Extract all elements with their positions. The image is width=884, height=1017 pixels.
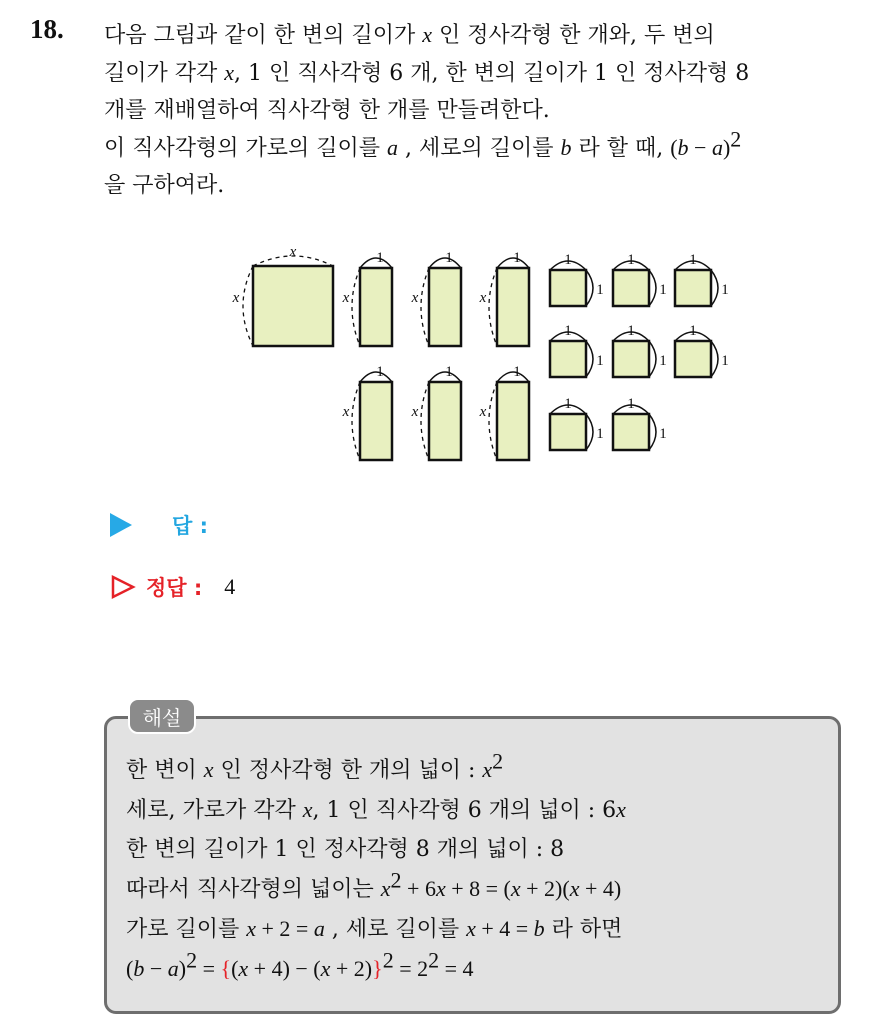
- text: + 8 = (: [445, 876, 511, 901]
- var-x: x: [616, 797, 626, 822]
- outline-triangle-icon: [110, 574, 136, 600]
- text: 가로 길이를: [126, 917, 247, 942]
- question-line-2: [104, 54, 874, 92]
- answer-row: [110, 508, 230, 542]
- solution-line-5: [126, 909, 626, 949]
- equals: =: [197, 956, 221, 981]
- text: 세로, 가로가 각각: [126, 798, 303, 823]
- solution-tab: 해설: [128, 698, 196, 734]
- question-line-3: 개를 재배열하여 직사각형 한 개를 만들려한다.: [104, 98, 550, 123]
- exponent: 2: [382, 947, 394, 973]
- var-a: a: [387, 135, 398, 160]
- text: 따라서 직사각형의 넓이는: [126, 877, 381, 902]
- minus: −: [688, 135, 712, 160]
- paren: (: [670, 135, 678, 160]
- question-line-4: [104, 126, 874, 167]
- text: , 세로 길이를: [324, 917, 467, 942]
- rectangle-top-label: 1: [513, 364, 521, 380]
- unit-square-top-label: 1: [564, 252, 572, 268]
- solution-line-6: [126, 949, 626, 989]
- unit-square: [613, 414, 649, 450]
- rectangle-tile: [497, 382, 529, 460]
- var-b: b: [133, 956, 145, 981]
- text: , 1 인 직사각형 6 개, 한 변의 길이가 1 인 정사각형 8: [234, 61, 750, 86]
- solution-text: [126, 750, 626, 989]
- question-line-1: [104, 16, 874, 54]
- paren: ): [178, 956, 187, 981]
- exponent: 2: [186, 947, 198, 973]
- big-square: [253, 266, 333, 346]
- var-x: x: [380, 876, 391, 901]
- rectangle-top-label: 1: [445, 364, 453, 380]
- unit-square-top-label: 1: [689, 323, 697, 339]
- text: 라 할 때,: [571, 136, 671, 161]
- text: 길이가 각각: [104, 61, 225, 86]
- rectangle-top-label: 1: [376, 250, 384, 266]
- var-x: x: [510, 876, 521, 901]
- unit-square-top-label: 1: [564, 396, 572, 412]
- unit-square-top-label: 1: [689, 252, 697, 268]
- correct-answer-row: [110, 570, 235, 604]
- tile-figure: [225, 240, 745, 470]
- solution-line-2: [126, 790, 626, 830]
- var-b: b: [677, 135, 689, 160]
- rectangle-left-label: x: [411, 290, 419, 306]
- var-x: x: [422, 22, 433, 47]
- rectangle-top-label: 1: [513, 250, 521, 266]
- unit-square: [675, 270, 711, 306]
- rectangle-tile: [429, 382, 461, 460]
- var-x: x: [320, 956, 331, 981]
- exponent: 2: [730, 126, 742, 152]
- question-number: 18.: [30, 14, 64, 44]
- text: 인 정사각형 한 개와, 두 변의: [432, 23, 715, 48]
- rectangle-tile: [497, 268, 529, 346]
- minus: −: [144, 956, 168, 981]
- brace-open: {: [220, 956, 232, 981]
- text: 한 변이: [126, 758, 204, 783]
- solution-line-1: [126, 750, 626, 790]
- unit-square-right-label: 1: [659, 282, 667, 298]
- var-x: x: [569, 876, 580, 901]
- text: = 2: [393, 956, 429, 981]
- text: + 4): [579, 876, 622, 901]
- solution-line-3: 한 변의 길이가 1 인 정사각형 8 개의 넓이 : 8: [126, 837, 565, 862]
- paren: (: [231, 956, 239, 981]
- text: 이 직사각형의 가로의 길이를: [104, 136, 387, 161]
- unit-square-top-label: 1: [564, 323, 572, 339]
- text: + 6: [401, 876, 436, 901]
- correct-answer-value: 4: [224, 574, 236, 599]
- var-b: b: [560, 135, 572, 160]
- solution-line-4: [126, 869, 626, 909]
- paren: (: [126, 956, 134, 981]
- var-a: a: [313, 916, 325, 941]
- text: = 4: [439, 956, 474, 981]
- rectangle-tile: [429, 268, 461, 346]
- var-x: x: [482, 757, 493, 782]
- text: , 세로의 길이를: [398, 136, 561, 161]
- var-x: x: [203, 757, 214, 782]
- exponent: 2: [492, 748, 504, 774]
- unit-square-right-label: 1: [596, 353, 604, 369]
- var-x: x: [435, 876, 446, 901]
- exponent: 2: [428, 947, 440, 973]
- unit-square: [613, 341, 649, 377]
- var-b: b: [533, 916, 545, 941]
- unit-square-right-label: 1: [721, 282, 729, 298]
- rectangle-tile: [360, 268, 392, 346]
- paren: ): [722, 135, 731, 160]
- question-line-5: 을 구하여라.: [104, 173, 225, 198]
- unit-square: [613, 270, 649, 306]
- var-a: a: [711, 135, 723, 160]
- unit-square: [675, 341, 711, 377]
- var-x: x: [246, 916, 257, 941]
- text: 다음 그림과 같이 한 변의 길이가: [104, 23, 423, 48]
- var-a: a: [167, 956, 179, 981]
- rectangle-left-label: x: [342, 290, 350, 306]
- unit-square-right-label: 1: [659, 353, 667, 369]
- unit-square-top-label: 1: [627, 396, 635, 412]
- text: + 2): [330, 956, 373, 981]
- unit-square: [550, 414, 586, 450]
- var-x: x: [466, 916, 476, 941]
- big-square-left-label: x: [232, 290, 240, 306]
- rectangle-left-label: x: [479, 290, 487, 306]
- text: + 2)(: [520, 876, 570, 901]
- unit-square-right-label: 1: [721, 353, 729, 369]
- rectangle-top-label: 1: [376, 364, 384, 380]
- unit-square-right-label: 1: [659, 426, 667, 442]
- unit-square-right-label: 1: [596, 282, 604, 298]
- text: , 1 인 직사각형 6 개의 넓이 : 6: [312, 798, 617, 823]
- correct-answer-label: 정답 :: [146, 576, 203, 600]
- var-x: x: [224, 60, 235, 85]
- big-square-left-arc: [243, 266, 253, 346]
- question-text: [104, 16, 874, 204]
- exponent: 2: [390, 867, 402, 893]
- var-x: x: [302, 797, 313, 822]
- unit-square-right-label: 1: [596, 426, 604, 442]
- big-square-top-label: x: [289, 244, 297, 260]
- text: 라 하면: [544, 917, 623, 942]
- tile-figure-svg: [225, 240, 745, 470]
- text: + 4) − (: [248, 956, 321, 981]
- brace-close: }: [372, 956, 383, 981]
- rectangle-left-label: x: [342, 404, 350, 420]
- text: 인 정사각형 한 개의 넓이 :: [213, 758, 483, 783]
- rectangle-left-label: x: [479, 404, 487, 420]
- rectangle-left-label: x: [411, 404, 419, 420]
- text: + 2 =: [256, 916, 314, 941]
- unit-square: [550, 341, 586, 377]
- var-x: x: [238, 956, 249, 981]
- unit-square-top-label: 1: [627, 252, 635, 268]
- rectangle-tile: [360, 382, 392, 460]
- unit-square-top-label: 1: [627, 323, 635, 339]
- rectangle-top-label: 1: [445, 250, 453, 266]
- play-triangle-icon: [110, 513, 132, 537]
- unit-square: [550, 270, 586, 306]
- text: + 4 =: [475, 916, 534, 941]
- answer-label: 답 :: [172, 514, 208, 538]
